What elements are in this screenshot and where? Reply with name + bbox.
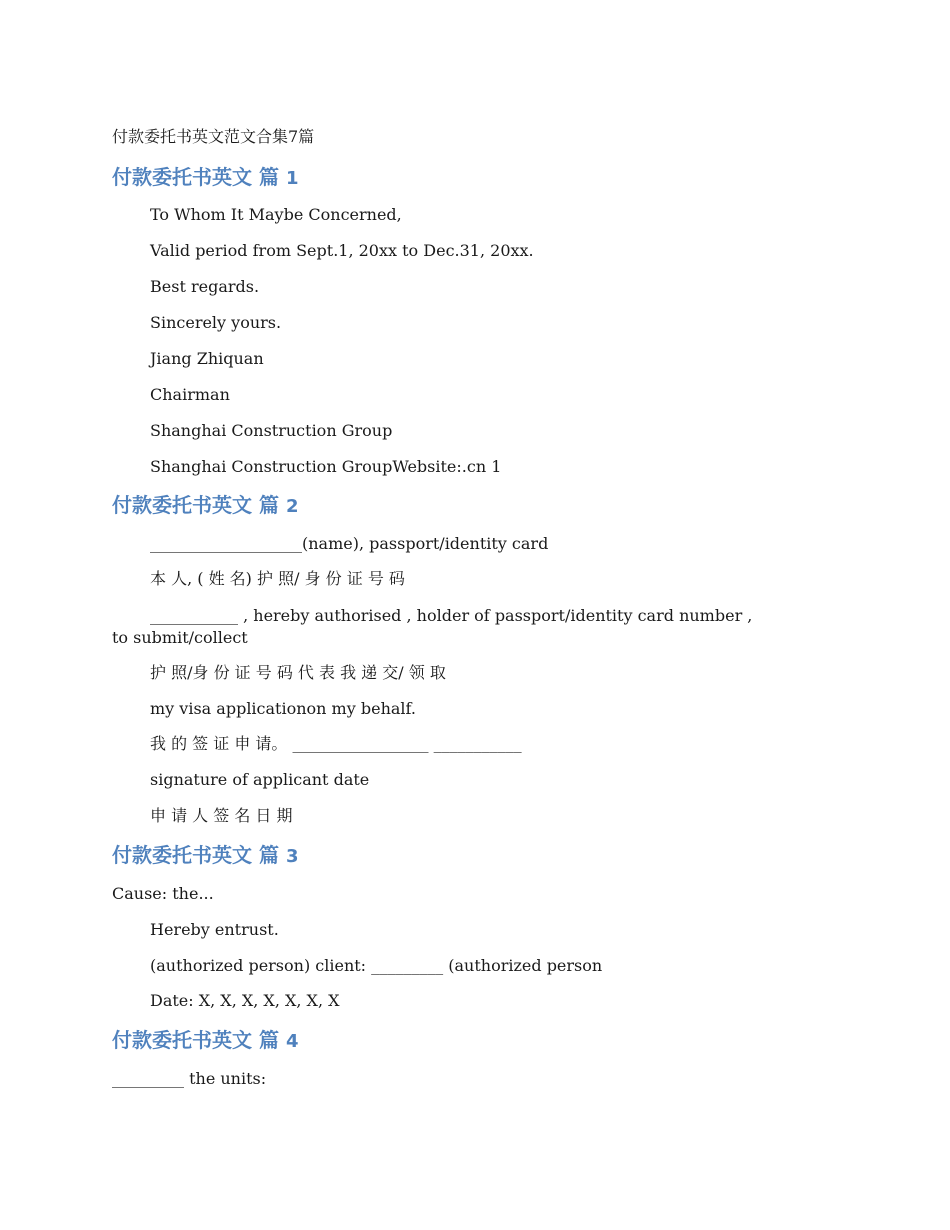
section-number: 4 [285,1031,299,1052]
paragraph-line: _________ the units: [112,1069,267,1088]
paragraph-line: Jiang Zhiquan [150,349,264,368]
paragraph-line: 申 请 人 签 名 日 期 [150,806,293,825]
section-number: 2 [285,496,299,517]
paragraph-line: Shanghai Construction GroupWebsite:.cn 1 [150,457,502,476]
paragraph-line: Valid period from Sept.1, 20xx to Dec.31, 20xx. [150,241,534,260]
paragraph-line: (authorized person) client: _________ (authorized person [150,956,603,975]
paragraph-line: 护 照/身 份 证 号 码 代 表 我 递 交/ 领 取 [150,663,446,682]
paragraph-line: 我 的 签 证 申 请。 _________________ ___________ [150,734,522,753]
paragraph-line: signature of applicant date [150,770,370,789]
paragraph-line: 本 人, ( 姓 名) 护 照/ 身 份 证 号 码 [150,569,405,588]
paragraph-line: Date: X, X, X, X, X, X, X [150,991,340,1010]
section-heading-text: 付款委托书英文 篇 [112,843,279,867]
document-title: 付款委托书英文范文合集7篇 [112,127,315,146]
paragraph-line: Chairman [150,385,230,404]
section-heading-3 [112,842,298,870]
paragraph-line: my visa applicationon my behalf. [150,699,416,718]
section-number: 3 [285,846,299,867]
section-heading-4 [112,1027,298,1055]
section-heading-text: 付款委托书英文 篇 [112,493,279,517]
paragraph-line: Shanghai Construction Group [150,421,393,440]
section-heading-text: 付款委托书英文 篇 [112,165,279,189]
paragraph-line: To Whom It Maybe Concerned, [150,205,402,224]
section-number: 1 [285,168,299,189]
paragraph-line: ___________________(name), passport/identity card [150,534,549,553]
paragraph-line: Best regards. [150,277,260,296]
paragraph-line: Sincerely yours. [150,313,282,332]
section-heading-1 [112,164,298,192]
paragraph-line: ___________ , hereby authorised , holder of passport/identity card number , to submit/collect [112,606,753,647]
paragraph-line: Cause: the... [112,884,214,903]
section-heading-text: 付款委托书英文 篇 [112,1028,279,1052]
section-heading-2 [112,492,298,520]
paragraph-line: Hereby entrust. [150,920,279,939]
